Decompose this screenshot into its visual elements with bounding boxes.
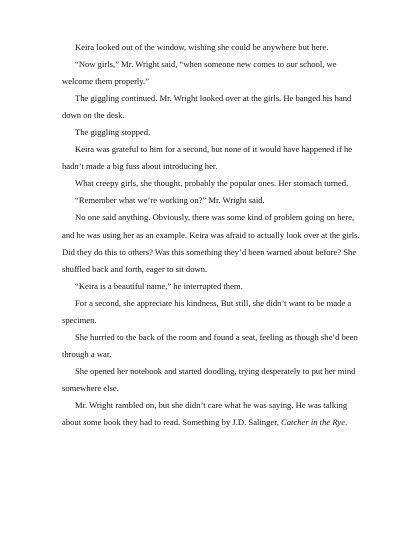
paragraph-1: Keira looked out of the window, wishing she could be anywhere but here. [75, 42, 329, 52]
book-title: Catcher in the Rye [281, 417, 346, 428]
paragraph-13 [62, 397, 368, 431]
paragraph-13-end: . [345, 417, 348, 428]
paragraph-12: She opened her notebook and started doodling, trying desperately to put her mind somewhere else. [62, 365, 356, 393]
paragraph-8: No one said anything. Obviously, there was some kind of problem going on here, and he was using her as an example. Keira was afraid to actually look over at the girls. Did they do this to others? Was this something they’d been warned about before? She shuffled back and forth, eager to sit down. [62, 212, 360, 274]
paragraph-6: What creepy girls, she thought, probably the popular ones. Her stomach turned. [75, 178, 349, 189]
paragraph-2: “Now girls,” Mr. Wright said, “when someone new comes to our school, we welcome them properly.” [62, 59, 337, 87]
paragraph-3: The giggling continued. Mr. Wright looked over at the girls. He banged his hand down on the desk. [62, 93, 352, 121]
paragraph-10: For a second, she appreciate his kindness, But still, she didn’t want to be made a specimen. [62, 297, 352, 325]
paragraph-13-text: Mr. Wright rambled on, but she didn’t care what he was saying. He was talking about some book they had to read. Something by J.D. Salinger, [62, 399, 348, 428]
paragraph-4: The giggling stopped. [75, 127, 151, 138]
document-page [62, 39, 368, 431]
paragraph-11: She hurried to the back of the room and found a seat, feeling as though she’d been through a war. [62, 331, 358, 359]
paragraph-9: “Keira is a beautiful name,” he interrupted them. [75, 280, 243, 291]
paragraph-7: “Remember what we’re working on?” Mr. Wright said. [75, 195, 265, 206]
paragraph-5: Keira was grateful to him for a second, but none of it would have happened if he hadn’t made a big fuss about introducing her. [62, 144, 353, 172]
